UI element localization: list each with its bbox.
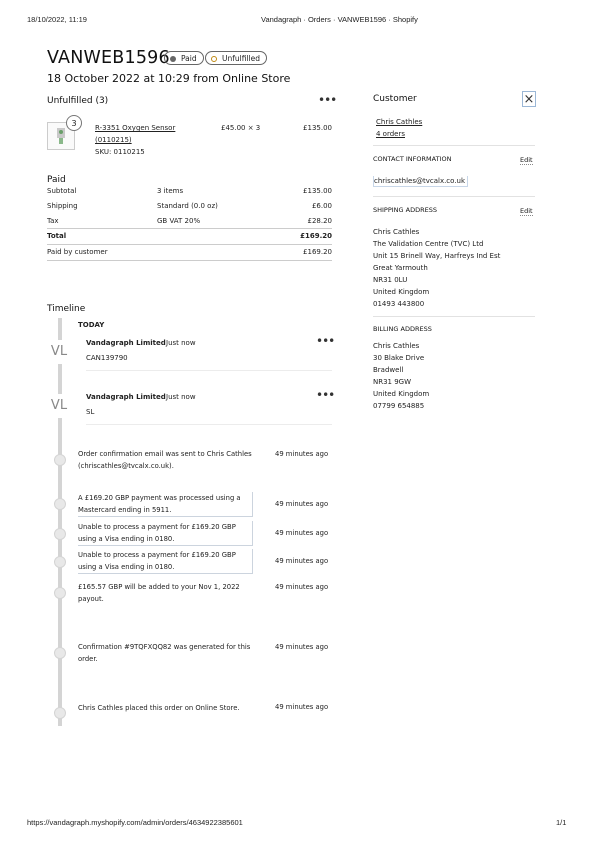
- unfulfilled-dot-icon: [211, 56, 217, 62]
- timeline-event-payout: £165.57 GBP will be added to your Nov 1, 2022 payout.: [78, 583, 240, 603]
- billing-address-line: NR31 9GW: [373, 378, 412, 386]
- timeline-heading: Timeline: [47, 304, 86, 314]
- product-unit-price: £45.00 × 3: [221, 124, 261, 132]
- shipping-address-line: The Validation Centre (TVC) Ltd: [373, 240, 484, 248]
- contact-divider: [373, 196, 535, 197]
- comment-more-actions-button[interactable]: •••: [316, 388, 335, 402]
- billing-address-line: Bradwell: [373, 366, 404, 374]
- print-url: https://vandagraph.myshopify.com/admin/orders/4634922385601: [27, 818, 243, 827]
- subtotal-label: Subtotal: [47, 187, 77, 195]
- timeline-event-time: 49 minutes ago: [275, 557, 329, 565]
- order-number: VANWEB1596: [47, 48, 170, 68]
- shipping-edit-button[interactable]: Edit: [520, 207, 533, 215]
- total-label: Total: [47, 232, 67, 240]
- timeline-event-time: 49 minutes ago: [275, 583, 329, 591]
- timeline-event-time: 49 minutes ago: [275, 450, 329, 458]
- contact-info-heading: CONTACT INFORMATION: [373, 155, 452, 163]
- product-name-link[interactable]: R-3351 Oxygen Sensor: [95, 124, 176, 132]
- paid-heading: Paid: [47, 175, 66, 185]
- timeline-event-time: 49 minutes ago: [275, 703, 329, 711]
- comment-more-actions-button[interactable]: •••: [316, 334, 335, 348]
- shipping-address-line: United Kingdom: [373, 288, 430, 296]
- comment-time: Just now: [166, 393, 196, 401]
- tax-detail: GB VAT 20%: [157, 217, 201, 225]
- timeline-event-confirmation: Confirmation #9TQFXQQ82 was generated for this order.: [78, 643, 251, 663]
- comment-divider: [86, 424, 332, 425]
- tax-amount: £28.20: [307, 217, 332, 225]
- timeline-dot: [54, 647, 66, 659]
- print-datetime: 18/10/2022, 11:19: [27, 15, 87, 24]
- total-amount: £169.20: [300, 232, 332, 240]
- shipping-address-line: Unit 15 Brinell Way, Harfreys Ind Est: [373, 252, 501, 260]
- shipping-address-heading: SHIPPING ADDRESS: [373, 206, 437, 214]
- billing-address-line: United Kingdom: [373, 390, 430, 398]
- billing-address-heading: BILLING ADDRESS: [373, 325, 432, 333]
- print-page-count: 1/1: [556, 818, 567, 827]
- timeline-event-time: 49 minutes ago: [275, 500, 329, 508]
- fulfillment-status-badge: [205, 51, 267, 65]
- shipping-address-line: Great Yarmouth: [373, 264, 428, 272]
- item-quantity-badge: 3: [66, 115, 82, 131]
- timeline-dot: [54, 454, 66, 466]
- shipping-address-line: Chris Cathles: [373, 228, 420, 236]
- timeline-event-payment-failed[interactable]: Unable to process a payment for £169.20 GBP using a Visa ending in 0180.: [78, 549, 253, 574]
- payment-status-badge: [164, 51, 204, 65]
- product-code-link[interactable]: (0110215): [95, 136, 132, 144]
- timeline-event-payment-failed[interactable]: Unable to process a payment for £169.20 GBP using a Visa ending in 0180.: [78, 521, 253, 546]
- avatar: VL: [46, 340, 72, 364]
- fulfillment-status-label: Unfulfilled: [222, 54, 260, 63]
- customer-orders-link[interactable]: 4 orders: [376, 130, 405, 138]
- timeline-day-label: TODAY: [78, 321, 105, 329]
- comment-text: SL: [86, 408, 95, 416]
- timeline-line: [58, 318, 62, 726]
- shipping-divider: [373, 316, 535, 317]
- payment-status-label: Paid: [181, 54, 197, 63]
- paid-divider: [47, 228, 332, 229]
- subtotal-amount: £135.00: [303, 187, 332, 195]
- timeline-dot: [54, 556, 66, 568]
- order-placed-info: 18 October 2022 at 10:29 from Online Store: [47, 72, 291, 85]
- shipping-amount: £6.00: [311, 202, 332, 210]
- unfulfilled-heading: Unfulfilled (3): [47, 96, 109, 106]
- timeline-event-payment-processed[interactable]: A £169.20 GBP payment was processed using a Mastercard ending in 5911.: [78, 492, 253, 517]
- customer-heading: Customer: [373, 94, 417, 104]
- paid-by-customer-amount: £169.20: [303, 248, 332, 256]
- billing-address-line: 30 Blake Drive: [373, 354, 425, 362]
- shipping-phone: 01493 443800: [373, 300, 425, 308]
- shipping-detail: Standard (0.0 oz): [157, 202, 218, 210]
- timeline-dot: [54, 528, 66, 540]
- print-page-title: Vandagraph · Orders · VANWEB1596 · Shopify: [261, 15, 418, 24]
- comment-time: Just now: [166, 339, 196, 347]
- billing-address-line: Chris Cathles: [373, 342, 420, 350]
- total-divider: [47, 244, 332, 245]
- shipping-address-line: NR31 0LU: [373, 276, 408, 284]
- comment-author: Vandagraph Limited: [86, 393, 166, 401]
- subtotal-detail: 3 items: [157, 187, 184, 195]
- customer-name-link[interactable]: Chris Cathles: [376, 118, 423, 126]
- timeline-dot: [54, 707, 66, 719]
- timeline-dot: [54, 498, 66, 510]
- billing-phone: 07799 654885: [373, 402, 425, 410]
- avatar: VL: [46, 394, 72, 418]
- paid-by-customer-label: Paid by customer: [47, 248, 108, 256]
- paid-bottom-divider: [47, 260, 332, 261]
- product-sku: SKU: 0110215: [95, 148, 145, 156]
- timeline-event-email-sent: Order confirmation email was sent to Chris Cathles (chriscathles@tvcalx.co.uk).: [78, 450, 252, 470]
- customer-email[interactable]: chriscathles@tvcalx.co.uk: [373, 176, 468, 187]
- comment-divider: [86, 370, 332, 371]
- unfulfilled-more-actions-button[interactable]: •••: [318, 93, 337, 107]
- timeline-event-time: 49 minutes ago: [275, 643, 329, 651]
- timeline-event-time: 49 minutes ago: [275, 529, 329, 537]
- comment-author: Vandagraph Limited: [86, 339, 166, 347]
- customer-divider: [373, 145, 535, 146]
- contact-edit-button[interactable]: Edit: [520, 156, 533, 164]
- product-line-total: £135.00: [303, 124, 332, 132]
- comment-text: CAN139790: [86, 354, 128, 362]
- shipping-label: Shipping: [47, 202, 78, 210]
- tax-label: Tax: [47, 217, 59, 225]
- timeline-event-order-placed: Chris Cathles placed this order on Online Store.: [78, 704, 240, 712]
- paid-dot-icon: [170, 56, 176, 62]
- close-icon[interactable]: ×: [523, 92, 535, 107]
- timeline-dot: [54, 587, 66, 599]
